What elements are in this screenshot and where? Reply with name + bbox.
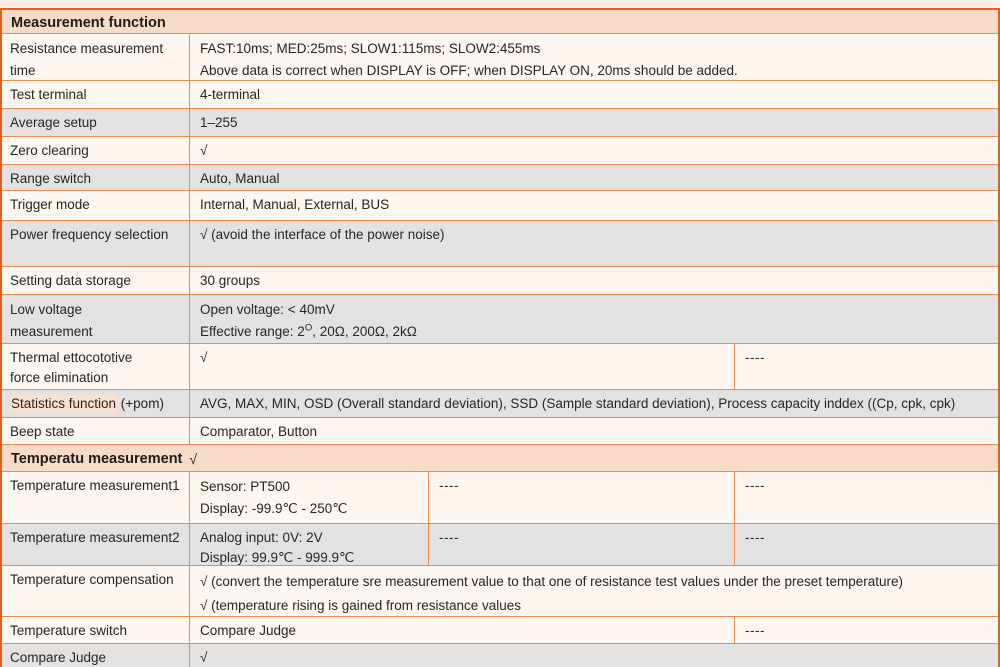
- row-label: Temperature measurement2: [10, 530, 180, 545]
- row-label: Setting data storage: [10, 273, 131, 288]
- row-label: Temperature compensation: [10, 572, 174, 587]
- row-value-dash: ----: [734, 344, 998, 389]
- row-label: Trigger mode: [10, 197, 90, 212]
- row-value: √ (avoid the interface of the power noise): [189, 221, 998, 266]
- row-label: [2, 344, 189, 389]
- row-label: [2, 295, 189, 343]
- row-beep-state: [2, 417, 998, 444]
- row-label: Test terminal: [10, 87, 87, 102]
- value-line-1: Sensor: PT500: [200, 479, 291, 494]
- row-value-dash: ----: [428, 524, 734, 565]
- value-line-1: Open voltage: < 40mV: [200, 302, 335, 317]
- value-line-1: √ (convert the temperature sre measurement value to that one of resistance test values under the preset temperature): [200, 574, 904, 589]
- value-line-1: Analog input: 0V: 2V: [200, 530, 323, 545]
- label-line-2: force elimination: [10, 370, 109, 385]
- row-value-dash: ----: [734, 617, 998, 643]
- row-temperature-switch: [2, 616, 998, 643]
- row-value-dash: ----: [428, 472, 734, 523]
- value-line-2: Display: -99.9℃ - 250℃: [200, 501, 348, 516]
- label-line-2: time: [10, 63, 36, 78]
- row-value: AVG, MAX, MIN, OSD (Overall standard deviation), SSD (Sample standard deviation), Process capacity inddex ((Cp, cpk, cpk): [189, 390, 998, 417]
- row-value check-mark: √: [189, 137, 998, 164]
- section-title: Measurement function: [11, 14, 166, 31]
- row-label: Zero clearing: [10, 143, 89, 158]
- label-line-1: Thermal ettocototive: [10, 350, 133, 365]
- value-line-2: √ (temperature rising is gained from resistance values: [200, 598, 522, 613]
- row-value check-mark: √: [189, 344, 734, 389]
- row-label: Average setup: [10, 115, 97, 130]
- spec-table: [0, 8, 1000, 667]
- row-temperature-measurement2: [2, 523, 998, 565]
- row-setting-data-storage: [2, 266, 998, 294]
- row-label: [2, 390, 189, 417]
- row-trigger-mode: [2, 190, 998, 220]
- row-label: Range switch: [10, 171, 92, 186]
- row-value: Auto, Manual: [189, 165, 998, 190]
- row-temperature-compensation: [2, 565, 998, 616]
- row-value: [189, 295, 998, 343]
- value-text: , 20Ω, 200Ω, 2kΩ: [312, 324, 417, 339]
- row-value: [189, 34, 998, 80]
- section-check-mark: √: [189, 451, 198, 467]
- row-value: 4-terminal: [189, 81, 998, 108]
- row-label: Beep state: [10, 424, 75, 439]
- row-thermal-force-elimination: [2, 343, 998, 389]
- row-label: [2, 34, 189, 80]
- row-value: Comparator, Button: [189, 418, 998, 444]
- row-value: Compare Judge: [189, 617, 734, 643]
- label-line-1: Low voltage: [10, 302, 83, 317]
- row-compare-judge: [2, 643, 998, 667]
- label-line-2: measurement: [10, 324, 93, 339]
- value-line-2: Above data is correct when DISPLAY is OFF; when DISPLAY ON, 20ms should be added.: [200, 63, 738, 78]
- row-value-dash: ----: [734, 472, 998, 523]
- row-label: Temperature switch: [10, 623, 128, 638]
- value-line-1: FAST:10ms; MED:25ms; SLOW1:115ms; SLOW2:455ms: [200, 41, 541, 56]
- label-text: (+pom): [117, 396, 164, 411]
- row-statistics-function: [2, 389, 998, 417]
- section-title: Temperatu measurement: [11, 451, 183, 467]
- row-value: [189, 472, 428, 523]
- row-low-voltage-measurement: [2, 294, 998, 343]
- row-average-setup: [2, 108, 998, 136]
- section-header-temperature-measurement: [2, 444, 998, 471]
- row-resistance-measurement-time: [2, 33, 998, 80]
- row-value: 30 groups: [189, 267, 998, 294]
- row-value: [189, 566, 998, 616]
- row-value: [189, 524, 428, 565]
- row-test-terminal: [2, 80, 998, 108]
- row-value: 1–255: [189, 109, 998, 136]
- row-value: Internal, Manual, External, BUS: [189, 191, 998, 220]
- row-value-dash: ----: [734, 524, 998, 565]
- highlighted-label-text: Statistics function: [11, 396, 117, 411]
- value-text: Effective range: 2: [200, 324, 305, 339]
- label-line-1: Resistance measurement: [10, 41, 164, 56]
- value-line-2: [200, 321, 990, 343]
- row-range-switch: [2, 164, 998, 190]
- row-zero-clearing: [2, 136, 998, 164]
- row-power-frequency-selection: [2, 220, 998, 266]
- row-label: Temperature measurement1: [10, 478, 180, 493]
- value-line-2: Display: 99.9℃ - 999.9℃: [200, 550, 355, 565]
- value-superscript: O: [304, 322, 313, 334]
- row-temperature-measurement1: [2, 471, 998, 523]
- row-value check-mark: √: [189, 644, 998, 667]
- row-label: Power frequency selection: [10, 227, 169, 242]
- row-label: Compare Judge: [10, 650, 107, 665]
- section-header-measurement-function: [2, 10, 998, 33]
